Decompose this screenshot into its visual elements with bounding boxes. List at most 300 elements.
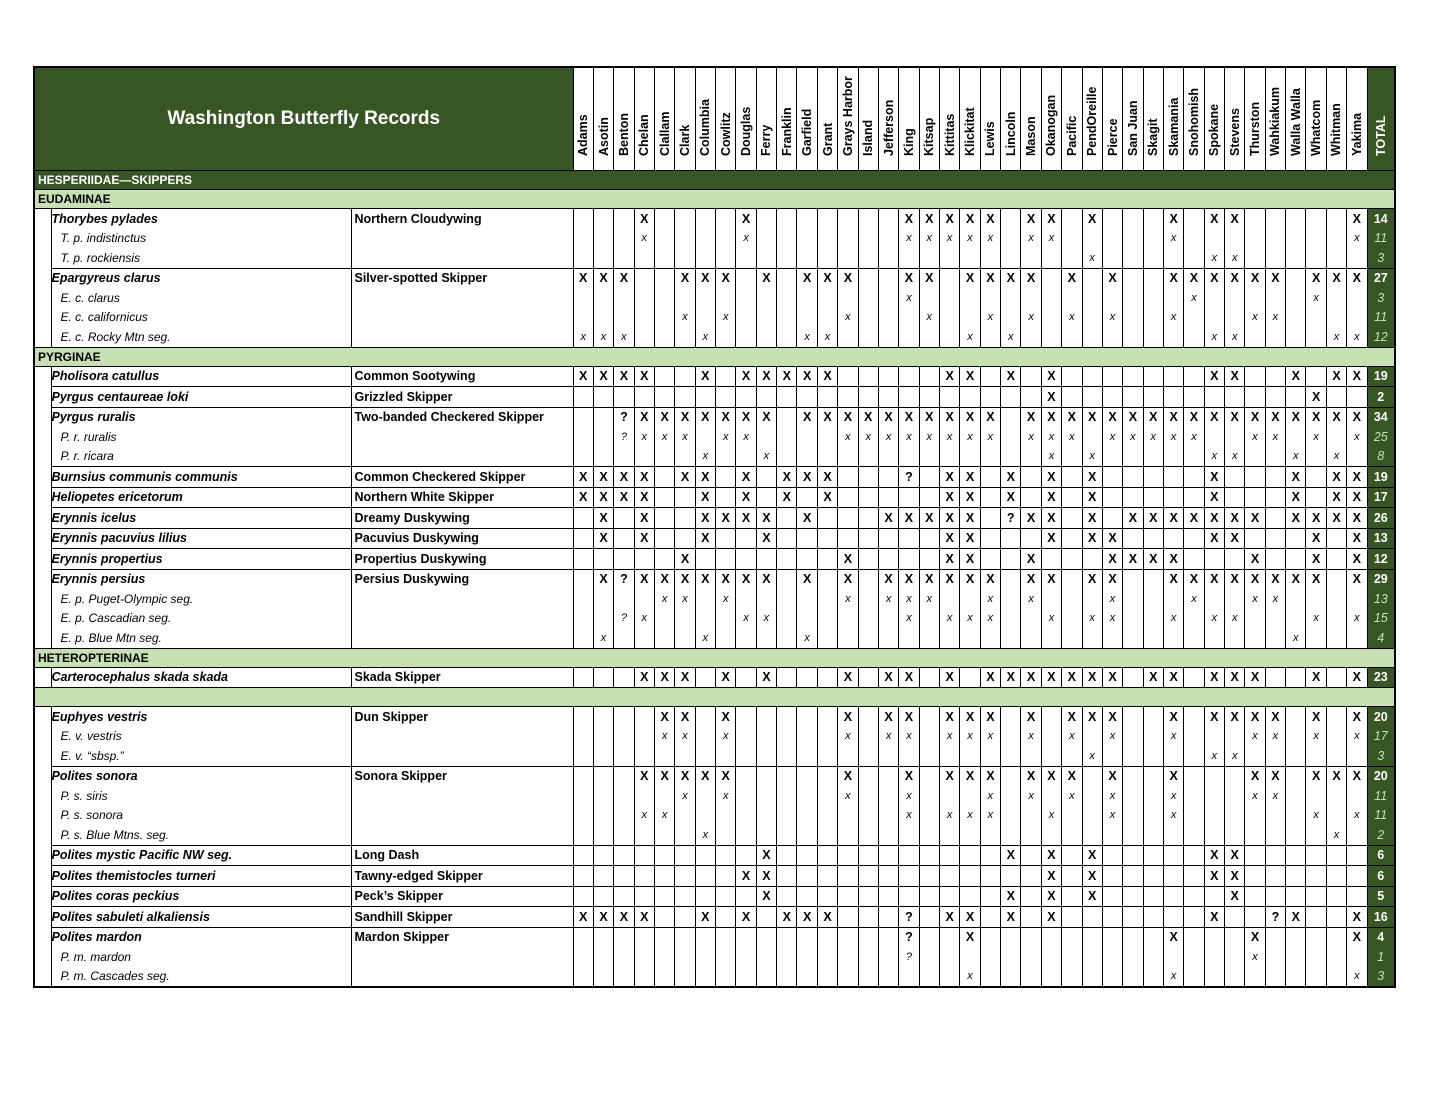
county-record: [1184, 746, 1204, 766]
county-record: [736, 268, 756, 288]
county-record: [838, 628, 858, 648]
indent-cell: [35, 528, 51, 549]
county-record: [573, 825, 593, 845]
county-record: X: [695, 907, 715, 928]
county-record: x: [838, 727, 858, 747]
county-record: [1021, 845, 1041, 866]
indent-cell: [35, 947, 51, 967]
common-name: Northern White Skipper: [351, 487, 573, 508]
county-record: [838, 927, 858, 947]
county-header: [980, 68, 1000, 171]
county-record: [654, 866, 674, 887]
indent-cell: [35, 806, 51, 826]
county-record: [777, 528, 797, 549]
county-record: [1204, 589, 1224, 609]
county-record: [634, 866, 654, 887]
county-record: x: [1306, 727, 1326, 747]
county-record: [1163, 387, 1183, 408]
county-record: X: [1306, 707, 1326, 727]
county-record: [838, 209, 858, 229]
county-record: x: [1102, 308, 1122, 328]
county-record: [593, 825, 613, 845]
county-record: x: [817, 327, 837, 347]
county-header: [736, 68, 756, 171]
county-record: X: [1347, 268, 1367, 288]
county-record: X: [797, 569, 817, 589]
county-record: X: [939, 487, 959, 508]
county-record: [1143, 288, 1163, 308]
county-record: [797, 786, 817, 806]
county-record: [919, 447, 939, 467]
county-record: x: [1021, 786, 1041, 806]
county-record: [797, 806, 817, 826]
subspecies-row: [35, 447, 1394, 467]
county-record: X: [1204, 407, 1224, 427]
county-record: [939, 288, 959, 308]
county-record: X: [1347, 487, 1367, 508]
county-record: [817, 727, 837, 747]
county-record: X: [797, 366, 817, 387]
county-record: [797, 528, 817, 549]
county-record: [634, 327, 654, 347]
county-record: [1184, 886, 1204, 907]
scientific-name: Polites mardon: [51, 927, 351, 947]
county-name: Island: [861, 119, 876, 156]
county-record: [878, 288, 898, 308]
county-record: [1062, 209, 1082, 229]
county-record: X: [777, 487, 797, 508]
county-record: [614, 508, 634, 529]
county-record: [654, 927, 674, 947]
county-record: [736, 288, 756, 308]
county-record: [919, 366, 939, 387]
county-record: X: [1326, 766, 1346, 786]
county-record: X: [939, 907, 959, 928]
county-record: [1021, 806, 1041, 826]
county-record: [1347, 845, 1367, 866]
county-record: [593, 667, 613, 688]
county-record: [1082, 366, 1102, 387]
county-record: X: [695, 508, 715, 529]
county-record: [1245, 467, 1265, 488]
county-record: [939, 967, 959, 987]
county-record: [797, 766, 817, 786]
county-record: [1143, 866, 1163, 887]
county-record: [1184, 927, 1204, 947]
species-row: [35, 907, 1394, 928]
county-record: X: [1143, 549, 1163, 570]
county-record: [675, 508, 695, 529]
county-record: [1265, 845, 1285, 866]
county-record: x: [1163, 427, 1183, 447]
county-record: [1184, 866, 1204, 887]
county-record: [1306, 825, 1326, 845]
county-record: [1204, 427, 1224, 447]
county-record: [919, 806, 939, 826]
county-record: X: [1286, 508, 1306, 529]
county-header: [1062, 68, 1082, 171]
county-record: x: [960, 609, 980, 629]
county-record: X: [593, 508, 613, 529]
county-record: [838, 825, 858, 845]
county-record: [1286, 209, 1306, 229]
county-record: x: [1245, 427, 1265, 447]
county-record: X: [654, 569, 674, 589]
county-record: X: [716, 407, 736, 427]
county-record: [716, 746, 736, 766]
scientific-name: Pyrgus ruralis: [51, 407, 351, 427]
county-record: [675, 927, 695, 947]
county-header: [634, 68, 654, 171]
scientific-name: Pyrgus centaureae loki: [51, 387, 351, 408]
county-record: x: [1021, 589, 1041, 609]
county-record: X: [817, 366, 837, 387]
county-record: X: [939, 667, 959, 688]
county-record: [1102, 327, 1122, 347]
county-record: [1102, 209, 1122, 229]
county-record: [1123, 288, 1143, 308]
county-record: [1163, 947, 1183, 967]
county-record: [777, 707, 797, 727]
county-record: [1265, 886, 1285, 907]
county-record: X: [716, 766, 736, 786]
indent-cell: [35, 825, 51, 845]
county-record: [858, 209, 878, 229]
county-record: [1123, 845, 1143, 866]
county-record: [1143, 467, 1163, 488]
subspecies-name: E. c. Rocky Mtn seg.: [51, 327, 351, 347]
county-record: x: [634, 609, 654, 629]
county-record: x: [654, 806, 674, 826]
county-record: [980, 387, 1000, 408]
county-record: X: [1001, 886, 1021, 907]
county-record: X: [1123, 407, 1143, 427]
county-record: [1347, 786, 1367, 806]
county-record: X: [1021, 549, 1041, 570]
county-record: [1143, 967, 1163, 987]
scientific-name: Carterocephalus skada skada: [51, 667, 351, 688]
total-count: 14: [1367, 209, 1394, 229]
county-record: [1123, 947, 1143, 967]
county-record: [777, 766, 797, 786]
subfamily-label: HETEROPTERINAE: [35, 648, 1394, 667]
county-record: [1286, 229, 1306, 249]
county-record: [1102, 845, 1122, 866]
county-record: X: [1163, 707, 1183, 727]
county-record: X: [1204, 845, 1224, 866]
county-record: x: [878, 427, 898, 447]
county-record: [1265, 549, 1285, 570]
county-name: Clark: [677, 124, 692, 156]
county-record: [1001, 308, 1021, 328]
county-record: X: [1184, 407, 1204, 427]
county-header: [573, 68, 593, 171]
county-record: x: [797, 327, 817, 347]
county-record: x: [960, 967, 980, 987]
county-record: [695, 248, 715, 268]
county-record: [614, 528, 634, 549]
county-record: x: [756, 447, 776, 467]
county-record: ?: [614, 427, 634, 447]
county-record: [1245, 967, 1265, 987]
county-record: [817, 528, 837, 549]
county-record: [1082, 229, 1102, 249]
county-record: X: [1286, 467, 1306, 488]
county-record: [1306, 308, 1326, 328]
county-record: [1082, 327, 1102, 347]
county-record: x: [1225, 609, 1245, 629]
county-record: [1062, 508, 1082, 529]
county-name: Skamania: [1166, 97, 1181, 156]
county-record: X: [736, 366, 756, 387]
county-record: X: [695, 766, 715, 786]
county-record: X: [980, 707, 1000, 727]
county-record: [1123, 308, 1143, 328]
county-record: [878, 628, 898, 648]
county-header: [1041, 68, 1061, 171]
county-record: X: [593, 569, 613, 589]
county-record: X: [797, 508, 817, 529]
county-record: x: [899, 229, 919, 249]
county-record: [858, 447, 878, 467]
county-record: ?: [899, 947, 919, 967]
county-record: [1306, 209, 1326, 229]
county-record: [878, 447, 898, 467]
county-record: [736, 806, 756, 826]
county-record: [960, 866, 980, 887]
county-record: [1326, 387, 1346, 408]
county-record: [736, 927, 756, 947]
county-record: [675, 387, 695, 408]
county-record: X: [1225, 209, 1245, 229]
county-record: X: [716, 268, 736, 288]
family-label: HESPERIIDAE—SKIPPERS: [35, 171, 1394, 190]
county-record: [695, 609, 715, 629]
indent-cell: [35, 569, 51, 589]
county-record: X: [1143, 667, 1163, 688]
county-record: X: [1245, 549, 1265, 570]
county-record: [593, 427, 613, 447]
county-record: [1102, 366, 1122, 387]
county-record: [614, 967, 634, 987]
county-record: [899, 447, 919, 467]
county-record: [1062, 327, 1082, 347]
common-name: Skada Skipper: [351, 667, 573, 688]
county-record: [817, 508, 837, 529]
county-record: [1245, 209, 1265, 229]
county-record: ?: [614, 569, 634, 589]
county-record: [1306, 248, 1326, 268]
common-name: Sandhill Skipper: [351, 907, 573, 928]
county-record: [980, 907, 1000, 928]
county-record: [1123, 248, 1143, 268]
county-record: [1041, 746, 1061, 766]
county-record: [1184, 806, 1204, 826]
county-record: [919, 886, 939, 907]
common-name: Common Sootywing: [351, 366, 573, 387]
records-body: [35, 171, 1394, 987]
county-record: X: [960, 528, 980, 549]
county-record: X: [1286, 366, 1306, 387]
county-record: [1123, 866, 1143, 887]
county-record: [1326, 229, 1346, 249]
county-record: [797, 229, 817, 249]
county-header: [817, 68, 837, 171]
county-record: [1102, 387, 1122, 408]
county-record: [614, 866, 634, 887]
county-record: X: [1225, 366, 1245, 387]
county-record: X: [716, 569, 736, 589]
county-record: [1326, 947, 1346, 967]
county-record: [1286, 806, 1306, 826]
county-record: [858, 589, 878, 609]
county-record: [1184, 609, 1204, 629]
county-record: [716, 209, 736, 229]
county-record: [654, 825, 674, 845]
county-record: [817, 628, 837, 648]
species-row: [35, 845, 1394, 866]
county-record: X: [1102, 707, 1122, 727]
county-record: [1143, 825, 1163, 845]
county-record: x: [939, 727, 959, 747]
county-record: X: [1326, 487, 1346, 508]
county-record: X: [838, 268, 858, 288]
county-record: [675, 609, 695, 629]
county-record: [858, 866, 878, 887]
subspecies-row: [35, 746, 1394, 766]
county-record: X: [573, 366, 593, 387]
county-record: x: [960, 727, 980, 747]
county-record: [1184, 447, 1204, 467]
common-name: Long Dash: [351, 845, 573, 866]
scientific-name: Polites coras peckius: [51, 886, 351, 907]
county-record: [797, 447, 817, 467]
county-record: X: [1306, 766, 1326, 786]
indent-cell: [35, 288, 51, 308]
county-record: [1143, 248, 1163, 268]
county-record: x: [675, 308, 695, 328]
county-record: [1041, 967, 1061, 987]
county-record: [1001, 967, 1021, 987]
county-record: X: [1245, 766, 1265, 786]
county-record: [899, 366, 919, 387]
county-record: [939, 746, 959, 766]
county-record: x: [756, 609, 776, 629]
county-record: [756, 727, 776, 747]
county-record: x: [1347, 327, 1367, 347]
county-record: [817, 288, 837, 308]
county-record: X: [1184, 508, 1204, 529]
county-record: [1062, 967, 1082, 987]
county-record: [716, 366, 736, 387]
county-record: [1082, 927, 1102, 947]
county-record: X: [1225, 407, 1245, 427]
county-record: X: [756, 528, 776, 549]
county-record: [960, 628, 980, 648]
county-record: x: [1265, 427, 1285, 447]
species-row: [35, 407, 1394, 427]
county-record: [1245, 229, 1265, 249]
county-record: [899, 845, 919, 866]
county-record: [1184, 549, 1204, 570]
county-record: [573, 209, 593, 229]
county-record: [1163, 825, 1183, 845]
county-record: [593, 886, 613, 907]
county-header: [838, 68, 858, 171]
county-record: [1082, 268, 1102, 288]
county-record: x: [1082, 746, 1102, 766]
scientific-name: Erynnis icelus: [51, 508, 351, 529]
county-record: x: [980, 786, 1000, 806]
county-record: [1184, 467, 1204, 488]
total-count: 27: [1367, 268, 1394, 288]
county-record: X: [1082, 569, 1102, 589]
county-record: [838, 845, 858, 866]
county-record: [1306, 366, 1326, 387]
county-record: [614, 886, 634, 907]
county-record: X: [736, 467, 756, 488]
county-header: [1225, 68, 1245, 171]
county-name: Snohomish: [1186, 87, 1201, 156]
county-record: [1306, 447, 1326, 467]
county-record: [858, 667, 878, 688]
county-record: [1265, 746, 1285, 766]
county-record: [1245, 487, 1265, 508]
county-record: X: [593, 268, 613, 288]
county-record: [1001, 248, 1021, 268]
county-record: X: [1204, 707, 1224, 727]
indent-cell: [35, 327, 51, 347]
county-record: [960, 387, 980, 408]
county-record: [1123, 786, 1143, 806]
county-record: x: [1265, 786, 1285, 806]
county-record: [919, 927, 939, 947]
county-record: [1347, 387, 1367, 408]
county-record: [1326, 866, 1346, 887]
county-record: [1163, 327, 1183, 347]
county-record: [1021, 467, 1041, 488]
county-record: [736, 667, 756, 688]
county-record: X: [614, 268, 634, 288]
county-record: X: [736, 508, 756, 529]
county-record: [1184, 825, 1204, 845]
county-record: X: [1347, 366, 1367, 387]
county-header: [1021, 68, 1041, 171]
county-record: [1143, 806, 1163, 826]
indent-cell: [35, 549, 51, 570]
county-record: x: [980, 609, 1000, 629]
total-count: 1: [1367, 947, 1394, 967]
county-record: X: [1041, 528, 1061, 549]
county-record: [695, 806, 715, 826]
species-row: [35, 886, 1394, 907]
county-record: [756, 467, 776, 488]
subspecies-row: [35, 248, 1394, 268]
county-record: [1347, 447, 1367, 467]
county-record: x: [1021, 229, 1041, 249]
header-row: [35, 68, 1394, 171]
county-record: X: [1204, 667, 1224, 688]
county-record: [1102, 967, 1122, 987]
county-record: [1062, 806, 1082, 826]
county-record: x: [1102, 727, 1122, 747]
total-count: 34: [1367, 407, 1394, 427]
scientific-name: Polites mystic Pacific NW seg.: [51, 845, 351, 866]
county-record: x: [980, 427, 1000, 447]
county-record: [654, 209, 674, 229]
county-record: [960, 667, 980, 688]
county-record: [675, 209, 695, 229]
